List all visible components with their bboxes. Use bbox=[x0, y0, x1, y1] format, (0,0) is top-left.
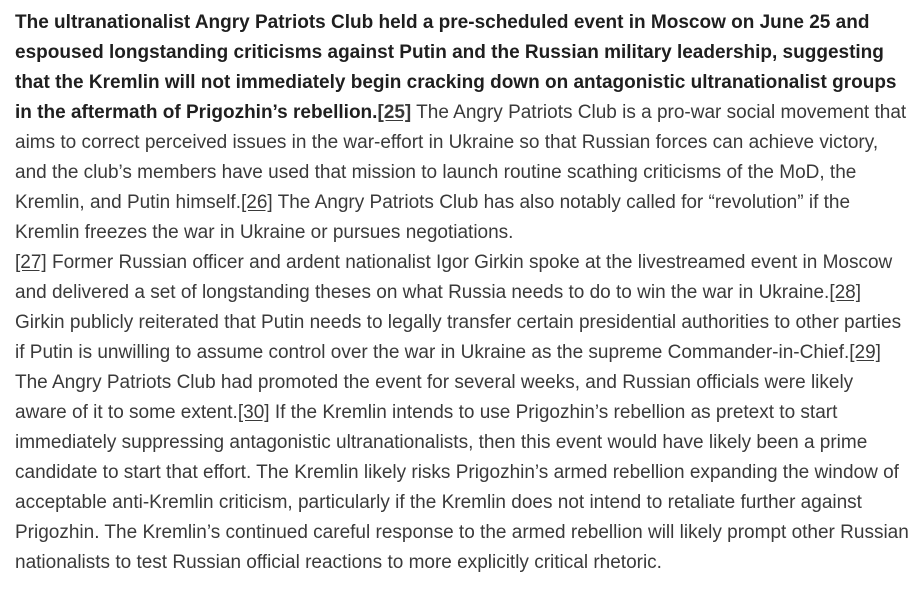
body-text-1: The Angry Patriots Club is a pro-war social movement that aims to correct perceived issues in the war-effort in Ukraine so that Russian forces can achieve victory, and the club’s members have used that mission to launch routine scathing criticisms of the MoD, the Kremlin, and Putin himself. bbox=[15, 102, 907, 213]
article-paragraph bbox=[15, 8, 910, 578]
footnote-link-29[interactable]: [29] bbox=[849, 342, 881, 363]
body-text-2: The Angry Patriots Club has also notably called for “revolution” if the Kremlin freezes the war in Ukraine or pursues negotiations. bbox=[15, 192, 851, 243]
footnote-link-28[interactable]: [28] bbox=[829, 282, 862, 303]
footnote-link-26[interactable]: [26] bbox=[241, 192, 273, 213]
body-text-5: The Angry Patriots Club had promoted the event for several weeks, and Russian officials were likely aware of it to some extent. bbox=[15, 372, 854, 423]
footnote-link-25[interactable]: [25] bbox=[377, 102, 412, 123]
body-text-4: Girkin publicly reiterated that Putin needs to legally transfer certain presidential authorities to other parties if Putin is unwilling to assume control over the war in Ukraine as the supreme Commander-in-Chief. bbox=[15, 312, 902, 363]
body-text-6: If the Kremlin intends to use Prigozhin’s rebellion as pretext to start immediately suppressing antagonistic ultranationalists, then this event would have likely been a prime candidate to start that effort. The Kremlin likely risks Prigozhin’s armed rebellion expanding the window of acceptable anti-Kremlin criticism, particularly if the Kremlin does not intend to retaliate further against Prigozhin. The Kremlin’s continued careful response to the armed rebellion will likely prompt other Russian nationalists to test Russian official reactions to more explicitly critical rhetoric. bbox=[15, 402, 909, 573]
footnote-link-30[interactable]: [30] bbox=[237, 402, 270, 423]
body-text-3: Former Russian officer and ardent nationalist Igor Girkin spoke at the livestreamed event in Moscow and delivered a set of longstanding theses on what Russia needs to do to win the war in Ukraine. bbox=[15, 252, 893, 303]
footnote-link-27[interactable]: [27] bbox=[15, 252, 47, 273]
lead-sentence: The ultranationalist Angry Patriots Club held a pre-scheduled event in Moscow on June 25 and espoused longstanding criticisms against Putin and the Russian military leadership, suggesting that the Kremlin will not immediately begin cracking down on antagonistic ultranationalist groups in the aftermath of Prigozhin’s rebellion. bbox=[15, 12, 897, 123]
